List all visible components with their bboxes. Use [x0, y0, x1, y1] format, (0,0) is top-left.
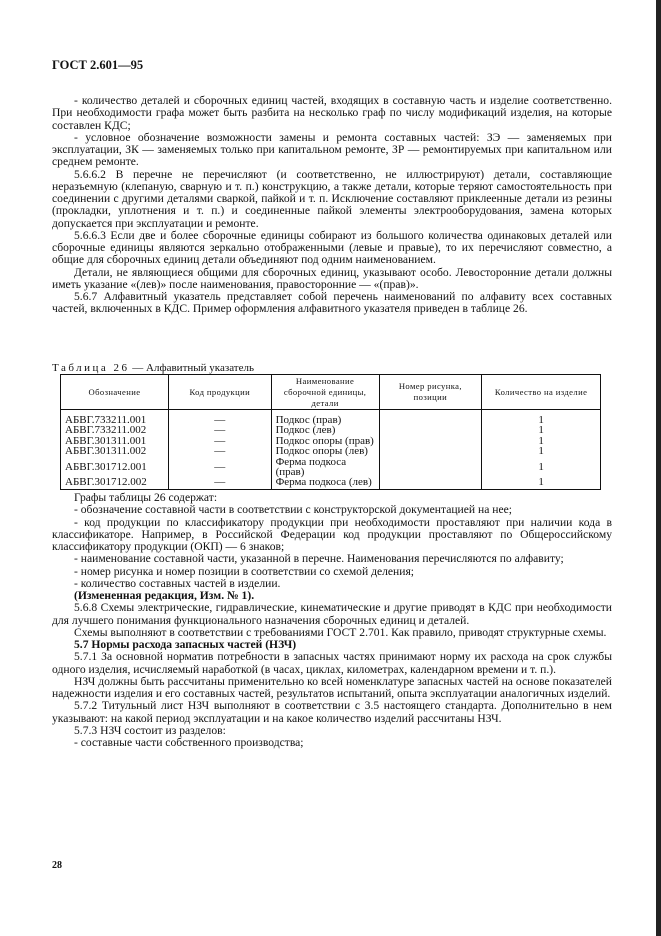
paragraph: 5.6.7 Алфавитный указатель представляет собой перечень наименований по алфавиту всех составных частей, включенных в КДС. Пример оформления алфавитного указателя приведен в таблице 26.: [52, 290, 612, 316]
table-cell: 1: [482, 410, 601, 426]
document-header: ГОСТ 2.601—95: [52, 58, 144, 72]
paragraph: 5.6.6.2 В перечне не перечисляют (и соответственно, не иллюстрируют) детали, составляющие неразъемную (клепаную, сварную и т. п.) конструкцию, а также детали, которые теряют самостоятельность при соединении с другими деталями сваркой, пайкой и т. п. Исключение составляют приклеенные детали из резины (прокладки, уплотнения и т. п.) и соединенные пайкой элементы электрооборудования, замена которых допускается при эксплуатации и ремонте.: [52, 167, 612, 230]
paragraph: - обозначение составной части в соответствии с конструкторской документацией на нее;: [74, 503, 512, 517]
table-row: [61, 410, 601, 426]
amendment-note: (Измененная редакция, Изм. № 1).: [74, 589, 255, 602]
table-cell: Подкос опоры (прав): [271, 436, 379, 446]
table-cell: [379, 410, 482, 426]
table-cell: АБВГ.733211.002: [61, 425, 169, 435]
page-number: 28: [52, 860, 62, 871]
table-cell: —: [169, 477, 272, 489]
table-cell: —: [169, 457, 272, 478]
section-heading: 5.7 Нормы расхода запасных частей (НЗЧ): [74, 638, 297, 651]
page-edge: [656, 0, 661, 936]
table-cell: Подкос опоры (лев): [271, 446, 379, 456]
paragraph: Схемы выполняют в соответствии с требованиями ГОСТ 2.701. Как правило, приводят структурные схемы.: [74, 625, 607, 639]
table-caption: [52, 362, 254, 374]
paragraph: - код продукции по классификатору продукции при необходимости проставляют при наличии кода в классификаторе. Например, в Российской Федерации код продукции проставляют по Общероссийскому классификатору продукции (ОКП) — 6 знаков;: [52, 515, 612, 553]
paragraph: Графы таблицы 26 содержат:: [74, 491, 218, 504]
text-block-bottom: [52, 492, 612, 749]
paragraph: - наименование составной части, указанной в перечне. Наименования перечисляются по алфавиту;: [74, 552, 564, 566]
paragraph: 5.6.6.3 Если две и более сборочные единицы собирают из большого количества одинаковых деталей или сборочные единицы являются зеркально отображенными (левые и правые), то их перечисляют совместно, а общие для сборочных единиц детали объединяют под одним наименованием.: [52, 228, 612, 267]
caption-title: — Алфавитный указатель: [129, 362, 254, 374]
table-cell: Подкос (лев): [271, 425, 379, 435]
table-cell: —: [169, 425, 272, 435]
paragraph: - условное обозначение возможности замены и ремонта составных частей: ЗЭ — заменяемых при эксплуатации, ЗК — заменяемых только при капитальном ремонте, ЗР — ремонтируемых при капитальном или среднем ремонте.: [52, 130, 612, 169]
table-row: [61, 477, 601, 489]
table-cell: Подкос (прав): [271, 410, 379, 426]
table-cell: 1: [482, 477, 601, 489]
table-cell: Ферма подкоса (прав): [271, 457, 379, 478]
table-cell: АБВГ.301712.001: [61, 457, 169, 478]
table-cell: [379, 436, 482, 446]
paragraph: - количество составных частей в изделии.: [74, 576, 281, 590]
table-cell: 1: [482, 436, 601, 446]
table-cell: 1: [482, 446, 601, 456]
alphabetical-index-table: [60, 374, 601, 490]
table-row: [61, 457, 601, 478]
col-header: Наименование сборочной единицы, детали: [271, 375, 379, 410]
table-cell: —: [169, 410, 272, 426]
paragraph: - количество деталей и сборочных единиц частей, входящих в составную часть и изделие соответственно. При необходимости графа может быть разбита на несколько граф по числу модификаций изделия, на которые составлен КДС;: [52, 94, 612, 132]
table-cell: [379, 425, 482, 435]
paragraph: 5.7.3 НЗЧ состоит из разделов:: [74, 723, 226, 737]
table-cell: [379, 446, 482, 456]
caption-prefix: Таблица 26: [52, 362, 130, 374]
table-cell: АБВГ.301311.002: [61, 446, 169, 456]
table-cell: —: [169, 436, 272, 446]
col-header: Обозначение: [61, 375, 169, 410]
table-cell: АБВГ.301712.002: [61, 477, 169, 489]
table-cell: [379, 457, 482, 478]
col-header: Количество на изделие: [482, 375, 601, 410]
table-cell: [379, 477, 482, 489]
table-cell: Ферма подкоса (лев): [271, 477, 379, 489]
table-cell: 1: [482, 425, 601, 435]
table-cell: АБВГ.733211.001: [61, 410, 169, 426]
table-cell: АБВГ.301311.001: [61, 436, 169, 446]
paragraph: - составные части собственного производства;: [74, 736, 304, 749]
paragraph: 5.7.2 Титульный лист НЗЧ выполняют в соответствии с 3.5 настоящего стандарта. Дополнительно в нем указывают: на какой период эксплуатации и на какое количество изделий рассчитаны НЗЧ.: [52, 699, 612, 725]
col-header: Код продукции: [169, 375, 272, 410]
paragraph: 5.7.1 За основной норматив потребности в запасных частях принимают норму их расхода на срок службы одного изделия, исчисляемый наработкой (в часах, циклах, километрах, календарном времени и т. п.).: [52, 650, 612, 676]
table-cell: —: [169, 446, 272, 456]
paragraph: 5.6.8 Схемы электрические, гидравлические, кинематические и другие приводят в КДС при необходимости для лучшего понимания функционального назначения сборочных единиц и деталей.: [52, 601, 612, 627]
text-block-top: [52, 95, 612, 316]
paragraph: НЗЧ должны быть рассчитаны применительно ко всей номенклатуре запасных частей на основе показателей надежности изделия и его составных частей, результатов испытаний, опыта эксплуатации аналогичных изделий.: [52, 674, 612, 700]
paragraph: Детали, не являющиеся общими для сборочных единиц, указывают особо. Левосторонние детали должны иметь указание «(лев)» после наименования, правосторонние — «(прав)».: [52, 265, 612, 291]
paragraph: - номер рисунка и номер позиции в соответствии со схемой деления;: [74, 564, 415, 578]
col-header: Номер рисунка, позиции: [379, 375, 482, 410]
table-cell: 1: [482, 457, 601, 478]
